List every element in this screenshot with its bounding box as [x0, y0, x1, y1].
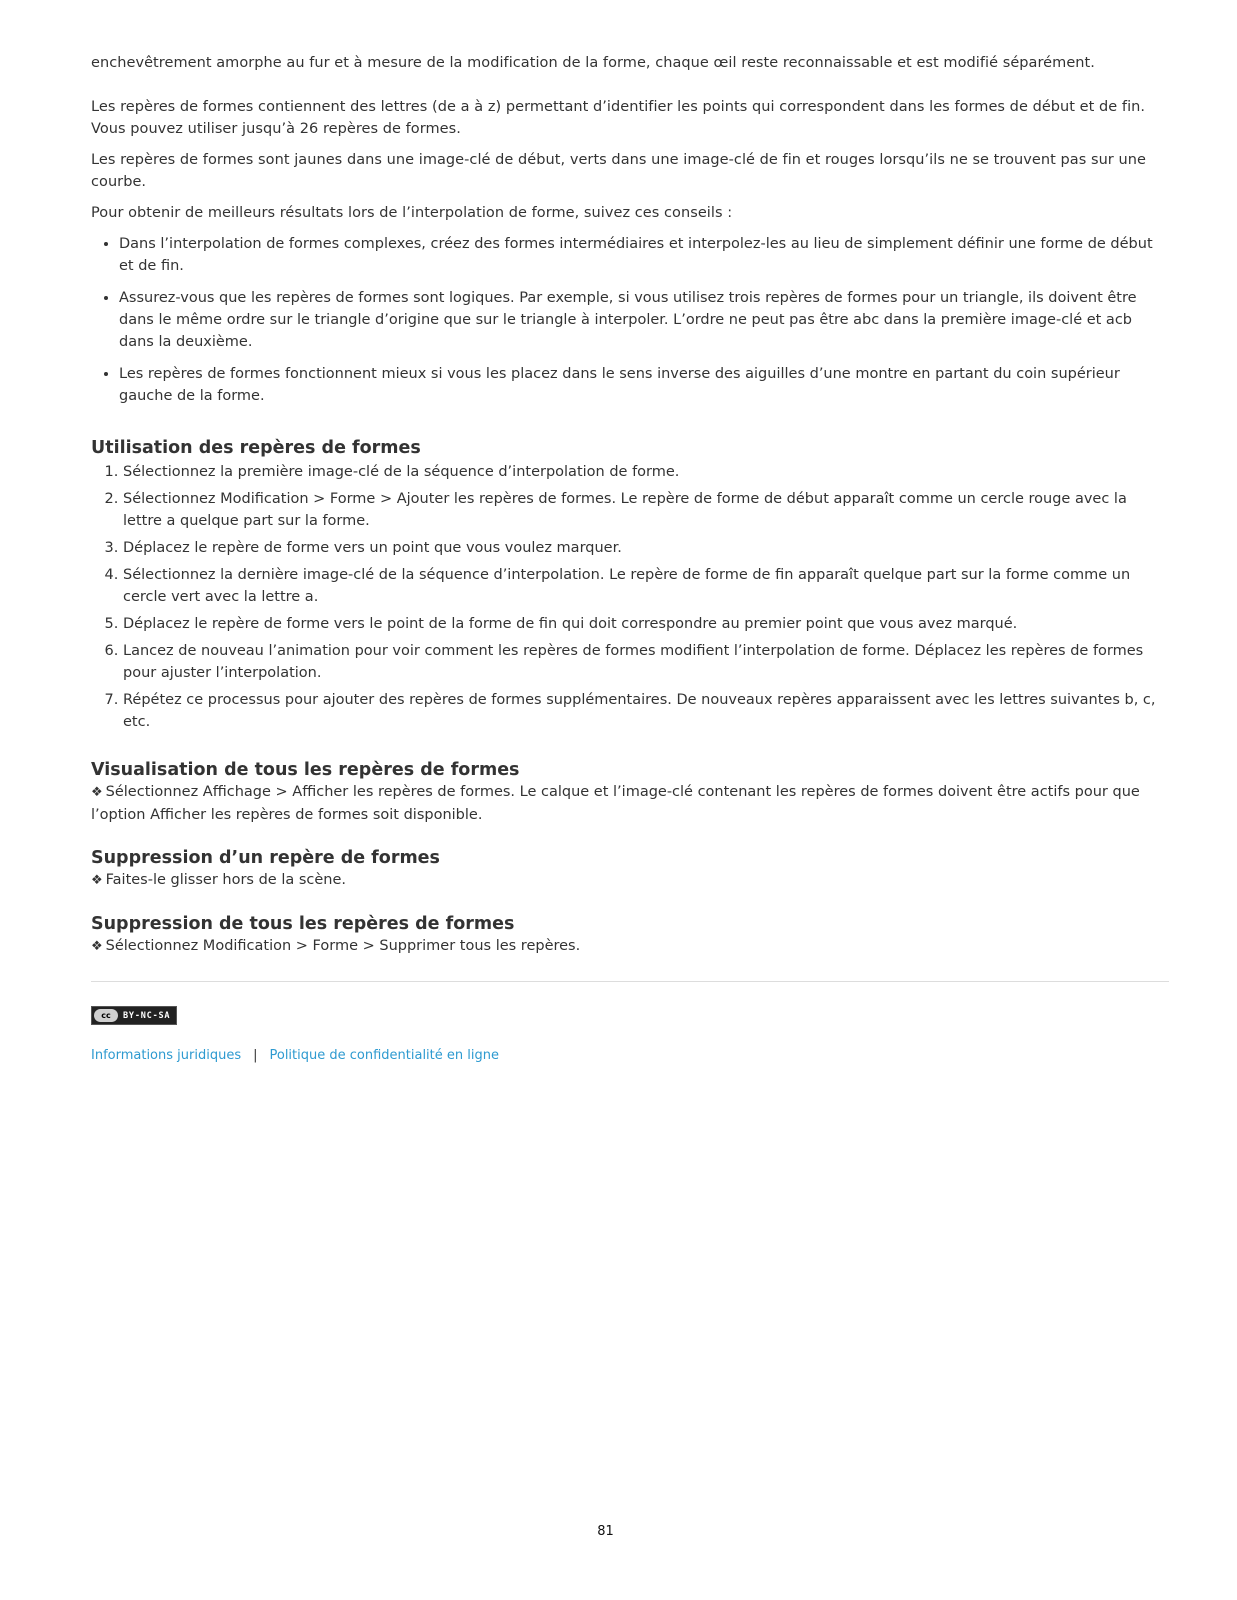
step-item: 5. Déplacez le repère de forme vers le point de la forme de fin qui doit correspondre au premier point que vous avez marqué.	[123, 613, 1169, 635]
intro-paragraph-3: Les repères de formes sont jaunes dans une image-clé de début, verts dans une image-clé de fin et rouges lorsqu’ils ne se trouvent pas sur une courbe.	[91, 152, 1146, 190]
diamond-bullet-icon: ❖	[91, 873, 103, 888]
diamond-bullet-icon: ❖	[91, 939, 103, 954]
delete-all-instruction	[91, 935, 1169, 958]
legal-info-link[interactable]: Informations juridiques	[91, 1048, 242, 1063]
footer-divider	[91, 981, 1169, 982]
section-heading-delete-all: Suppression de tous les repères de formes	[91, 914, 515, 934]
step-item: 2. Sélectionnez Modification > Forme > Ajouter les repères de formes. Le repère de forme de début apparaît comme un cercle rouge avec la lettre a quelque part sur la forme.	[123, 488, 1169, 532]
view-all-instruction	[91, 781, 1169, 826]
steps-list	[91, 461, 1169, 733]
diamond-bullet-icon: ❖	[91, 785, 103, 800]
section-heading-delete-one: Suppression d’un repère de formes	[91, 848, 440, 868]
privacy-policy-link[interactable]: Politique de confidentialité en ligne	[269, 1048, 499, 1063]
footer-links	[91, 1047, 1169, 1065]
step-item: 3. Déplacez le repère de forme vers un point que vous voulez marquer.	[123, 537, 1169, 559]
footer-separator: |	[253, 1048, 258, 1063]
tip-item: • Les repères de formes fonctionnent mieux si vous les placez dans le sens inverse des aiguilles d’une montre en partant du coin supérieur gauche de la forme.	[119, 363, 1169, 407]
section-heading-using: Utilisation des repères de formes	[91, 438, 421, 458]
intro-paragraph-4: Pour obtenir de meilleurs résultats lors de l’interpolation de forme, suivez ces conseils :	[91, 205, 733, 221]
delete-all-text: Sélectionnez Modification > Forme > Supprimer tous les repères.	[105, 938, 581, 954]
step-item: 4. Sélectionnez la dernière image-clé de la séquence d’interpolation. Le repère de forme de fin apparaît quelque part sur la forme comme un cercle vert avec la lettre a.	[123, 564, 1169, 608]
tip-item: • Dans l’interpolation de formes complexes, créez des formes intermédiaires et interpolez-les au lieu de simplement définir une forme de début et de fin.	[119, 233, 1169, 277]
page-number: 81	[597, 1524, 614, 1539]
tip-item: • Assurez-vous que les repères de formes sont logiques. Par exemple, si vous utilisez trois repères de formes pour un triangle, ils doivent être dans le même ordre sur le triangle d’origine que sur le triangle à interpoler. L’ordre ne peut pas être abc dans la première image-clé et acb dans la deuxième.	[119, 287, 1169, 353]
step-item: 6. Lancez de nouveau l’animation pour voir comment les repères de formes modifient l’interpolation de forme. Déplacez les repères de formes pour ajuster l’interpolation.	[123, 640, 1169, 684]
intro-paragraph-2: Les repères de formes contiennent des lettres (de a à z) permettant d’identifier les points qui correspondent dans les formes de début et de fin. Vous pouvez utiliser jusqu’à 26 repères de formes.	[91, 99, 1146, 137]
cc-license-badge[interactable]	[91, 1006, 177, 1025]
intro-paragraph-1: enchevêtrement amorphe au fur et à mesure de la modification de la forme, chaque œil reste reconnaissable et est modifié séparément.	[91, 55, 1095, 71]
step-item: 1. Sélectionnez la première image-clé de la séquence d’interpolation de forme.	[123, 461, 1169, 483]
delete-one-instruction	[91, 869, 1169, 892]
delete-one-text: Faites-le glisser hors de la scène.	[105, 872, 347, 888]
tips-list	[91, 233, 1169, 407]
view-all-text: Sélectionnez Affichage > Afficher les repères de formes. Le calque et l’image-clé contenant les repères de formes doivent être actifs pour que l’option Afficher les repères de formes soit disponible.	[91, 784, 1140, 823]
license-text: BY-NC-SA	[123, 1010, 171, 1021]
creative-commons-icon: cc	[94, 1009, 118, 1022]
step-item: 7. Répétez ce processus pour ajouter des repères de formes supplémentaires. De nouveaux repères apparaissent avec les lettres suivantes b, c, etc.	[123, 689, 1169, 733]
document-page	[91, 52, 1169, 1065]
section-heading-view-all: Visualisation de tous les repères de formes	[91, 760, 520, 780]
